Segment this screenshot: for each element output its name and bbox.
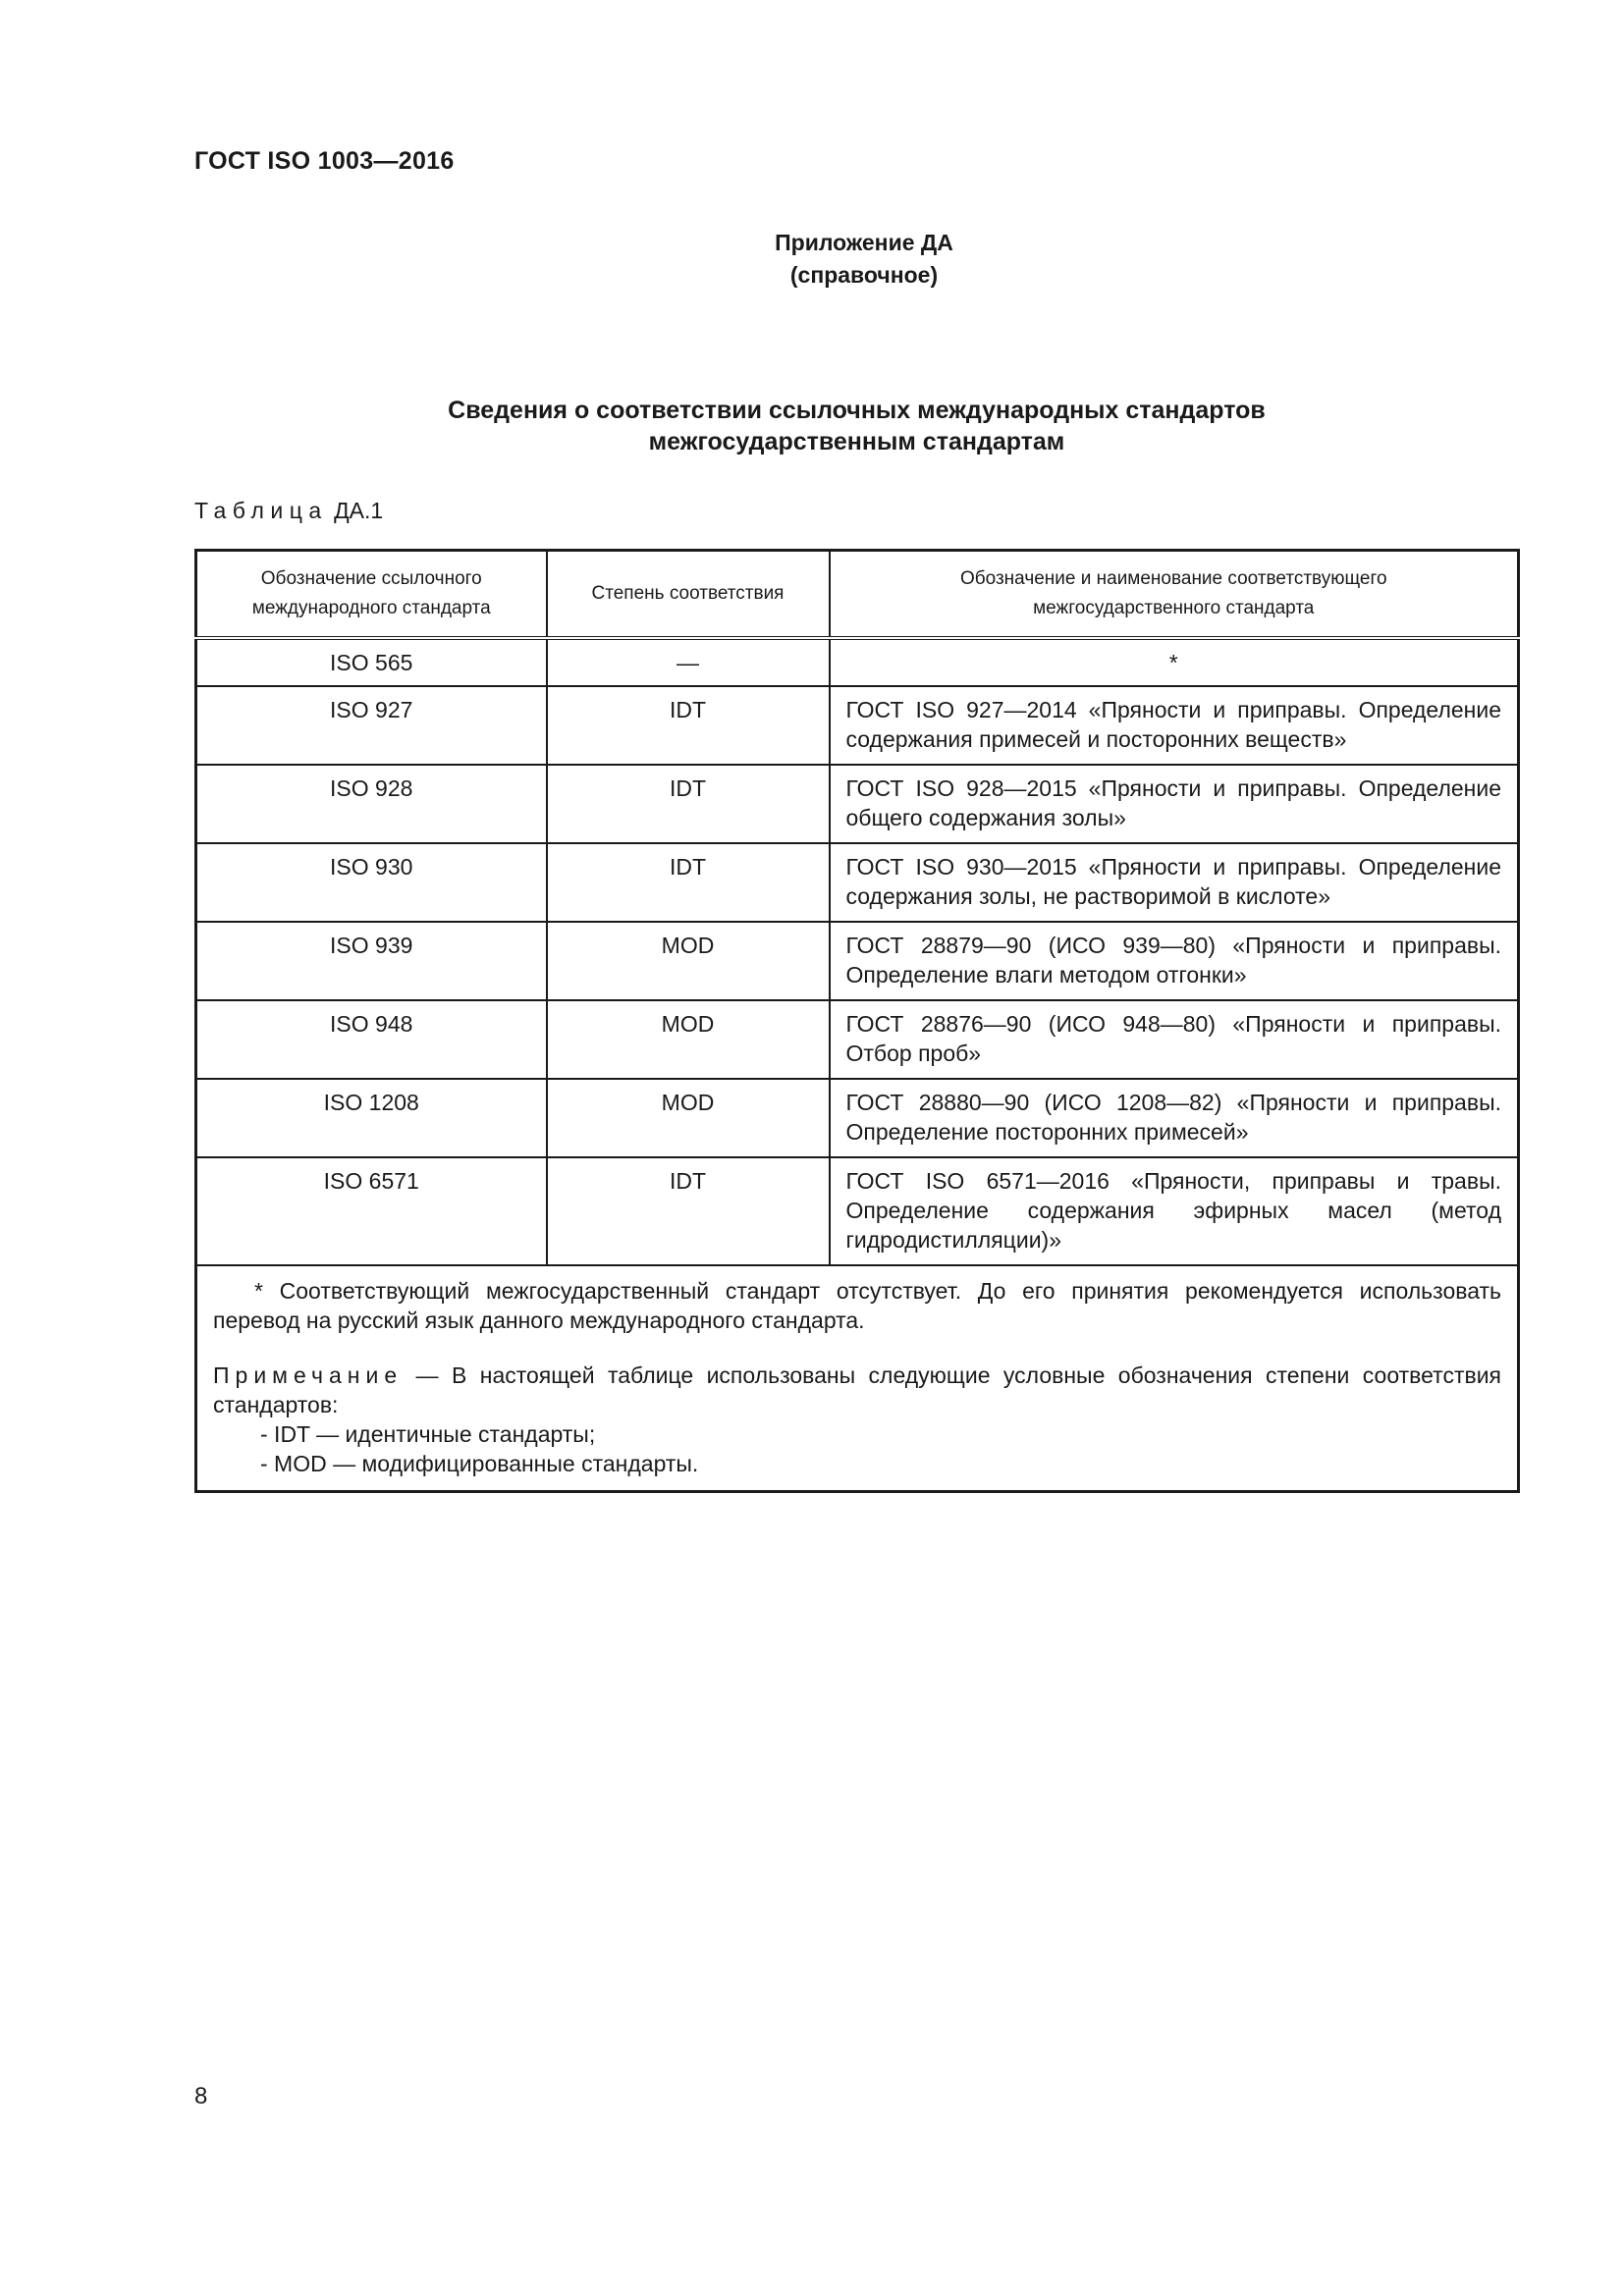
table-caption-word: Таблица [194, 498, 328, 523]
table-note [213, 1361, 1501, 1419]
section-title-line-2: межгосударственным стандартам [648, 428, 1065, 455]
cell-interstate-standard: ГОСТ ISO 6571—2016 «Пряности, приправы и травы. Определение содержания эфирных масел (метод гидродистилляции)» [830, 1157, 1519, 1265]
appendix-type: (справочное) [789, 262, 939, 288]
table-notes-cell [196, 1265, 1519, 1492]
table-row [196, 638, 1519, 686]
appendix-title: Приложение ДА [775, 230, 953, 255]
cell-code: ISO 930 [196, 843, 547, 922]
page-number: 8 [194, 2083, 208, 2109]
cell-degree: MOD [547, 922, 830, 1000]
cell-degree: IDT [547, 765, 830, 843]
cell-code: ISO 927 [196, 686, 547, 765]
cell-interstate-standard: ГОСТ 28876—90 (ИСО 948—80) «Пряности и приправы. Отбор проб» [830, 1000, 1519, 1079]
table-notes-row [196, 1265, 1519, 1492]
correspondence-table [194, 549, 1520, 1493]
note-label: Примечание [213, 1362, 404, 1388]
cell-code: ISO 1208 [196, 1079, 547, 1157]
note-list-item: - IDT — идентичные стандарты; [260, 1421, 596, 1447]
cell-interstate-standard: ГОСТ ISO 928—2015 «Пряности и приправы. Определение общего содержания золы» [830, 765, 1519, 843]
cell-code: ISO 565 [196, 638, 547, 686]
cell-degree: IDT [547, 686, 830, 765]
cell-interstate-standard: ГОСТ 28879—90 (ИСО 939—80) «Пряности и приправы. Определение влаги методом отгонки» [830, 922, 1519, 1000]
table-row [196, 686, 1519, 765]
column-header-degree: Степень соответствия [547, 551, 830, 639]
note-list-item: - MOD — модифицированные стандарты. [260, 1451, 699, 1476]
table-row [196, 1000, 1519, 1079]
table-row [196, 1157, 1519, 1265]
cell-interstate-standard: * [830, 638, 1519, 686]
cell-code: ISO 6571 [196, 1157, 547, 1265]
cell-degree: MOD [547, 1000, 830, 1079]
table-row [196, 843, 1519, 922]
table-header-row [196, 551, 1519, 639]
table-caption [194, 498, 383, 524]
table-row [196, 765, 1519, 843]
note-text: — В настоящей таблице использованы следующие условные обозначения степени соответствия стандартов: [213, 1362, 1501, 1417]
table-row [196, 922, 1519, 1000]
table-row [196, 1079, 1519, 1157]
table-footnote: * Соответствующий межгосударственный стандарт отсутствует. До его принятия рекомендуется использовать перевод на русский язык данного международного стандарта. [213, 1278, 1501, 1333]
table-caption-number: ДА.1 [334, 498, 384, 523]
column-header-interstate-standard: Обозначение и наименование соответствующего межгосударственного стандарта [830, 551, 1519, 639]
cell-degree: — [547, 638, 830, 686]
column-header-international-code: Обозначение ссылочного международного стандарта [196, 551, 547, 639]
cell-code: ISO 948 [196, 1000, 547, 1079]
cell-degree: IDT [547, 843, 830, 922]
cell-degree: MOD [547, 1079, 830, 1157]
cell-code: ISO 939 [196, 922, 547, 1000]
cell-interstate-standard: ГОСТ 28880—90 (ИСО 1208—82) «Пряности и приправы. Определение посторонних примесей» [830, 1079, 1519, 1157]
section-title-line-1: Сведения о соответствии ссылочных международных стандартов [448, 397, 1266, 424]
cell-interstate-standard: ГОСТ ISO 930—2015 «Пряности и приправы. Определение содержания золы, не растворимой в кислоте» [830, 843, 1519, 922]
document-code: ГОСТ ISO 1003—2016 [194, 147, 455, 175]
cell-degree: IDT [547, 1157, 830, 1265]
cell-code: ISO 928 [196, 765, 547, 843]
correspondence-table-wrapper [194, 549, 1517, 1493]
cell-interstate-standard: ГОСТ ISO 927—2014 «Пряности и приправы. Определение содержания примесей и посторонних веществ» [830, 686, 1519, 765]
